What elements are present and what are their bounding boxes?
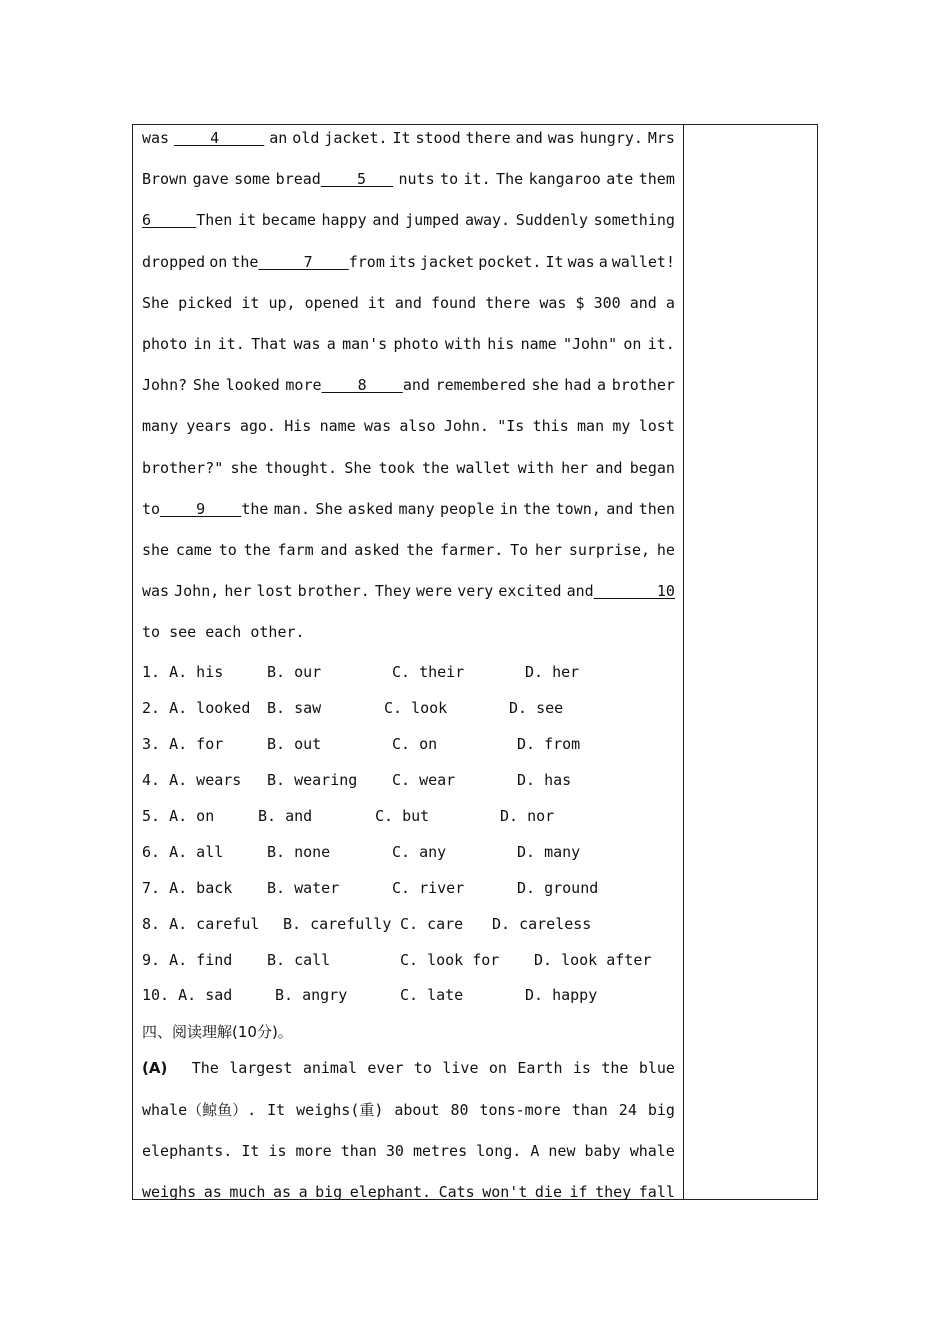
word: 6 Then [142,211,233,230]
word: on [623,334,642,353]
word: His [284,417,312,436]
word: he [656,540,675,559]
word: it. [463,170,491,189]
word: man. [273,499,310,518]
cloze-passage [142,124,675,618]
word: years [186,417,232,436]
word: is [268,1141,287,1160]
option-choice: B. saw [267,699,322,718]
word: there [485,293,531,312]
word: with [444,334,481,353]
reading-line [142,1137,675,1178]
option-row [142,839,675,875]
reading-line [142,1096,675,1137]
word: her [224,582,252,601]
word: lost [638,417,675,436]
word: farm [277,540,314,559]
word: then [638,499,675,518]
word: the 7 from [231,252,385,271]
word: to [218,540,237,559]
word: gave [192,170,229,189]
word: To [510,540,529,559]
word: dropped [142,252,206,271]
word: his [487,334,515,353]
word: asked [354,540,400,559]
passage-line [142,495,675,536]
word: there [465,129,511,147]
option-choice: 4. A. wears [142,771,242,790]
option-choice: 2. A. looked [142,699,251,718]
word: Brown [142,170,188,189]
option-choice: 8. A. careful [142,914,260,933]
word: an [269,129,288,147]
word: $ [575,293,585,312]
word: photo [142,334,188,353]
word: excited [498,582,562,601]
passage-tag: (A) [142,1059,168,1078]
word: were [416,582,453,601]
word: lost [256,582,293,601]
word: with [517,458,554,477]
word: and [372,211,400,230]
word: "Is [497,417,525,436]
option-choice: 7. A. back [142,878,233,897]
word: She [192,376,220,395]
word: metres [412,1141,468,1160]
word: remembered [435,376,526,395]
word: She [344,458,372,477]
passage-line [142,248,675,289]
word: wallet! [611,252,675,271]
word: the [243,540,271,559]
word: had [564,376,592,395]
option-choice: D. her [525,663,580,682]
word: happy [321,211,367,230]
option-choice: B. call [267,950,331,969]
answer-blank: 7 [258,252,349,271]
word: found [431,293,477,312]
word: took [378,458,415,477]
word: ago. [239,417,276,436]
word: and [606,499,634,518]
word: largest [229,1059,293,1078]
word: blue [638,1059,675,1078]
option-choice: C. wear [392,771,456,790]
word: was [567,252,595,271]
word: if [569,1182,588,1201]
word: big [647,1100,675,1119]
word: jacket. [324,129,388,147]
word: the [601,1059,629,1078]
option-row [142,982,675,1018]
word: It [392,129,411,147]
word: Cats [438,1182,475,1201]
word: it [237,211,257,230]
word: looked [225,376,280,395]
word: this [532,417,569,436]
word: was [142,129,170,147]
word: The [191,1059,219,1078]
word: than [571,1100,608,1119]
word: whale [629,1141,675,1160]
word: It [267,1100,286,1119]
word: the [422,458,450,477]
option-choice: 10. A. sad [142,986,233,1005]
word: it. [217,334,245,353]
passage-line [142,206,675,247]
passage-line [142,371,675,412]
option-choice: B. angry [275,986,348,1005]
option-row [142,695,675,731]
option-choice: D. look after [534,950,652,969]
option-row [142,803,675,839]
word: away. [464,211,511,230]
word: brother?" [142,458,224,477]
answer-blank: 6 [142,211,197,230]
word: very [457,582,494,601]
section-heading: 四、阅读理解(10分)。 [142,1023,293,1042]
word: big [315,1182,343,1201]
word: man [577,417,605,436]
word: the [523,499,551,518]
word: a [326,334,336,353]
word: in [499,499,518,518]
word: live [442,1059,479,1078]
word: 24 [618,1100,637,1119]
option-choice: D. happy [525,986,598,1005]
reading-passage [142,1054,675,1219]
word: she [142,540,170,559]
word: name [319,417,356,436]
option-choice: B. wearing [267,771,358,790]
word: farmer. [440,540,504,559]
word: That [251,334,288,353]
option-choice: C. their [392,663,465,682]
word: was [364,417,392,436]
word: tons-more [479,1100,561,1119]
word: She [142,293,170,312]
column-divider [683,124,684,1200]
word: long. [476,1141,522,1160]
option-row [142,731,675,767]
option-choice: D. has [517,771,572,790]
word: Mrs [647,129,675,147]
option-choice: 9. A. find [142,950,233,969]
word: asked [347,499,394,518]
word: as [203,1182,222,1201]
word: a [597,376,607,395]
word: a [665,293,675,312]
word: it [241,293,260,312]
word: to 9 the [142,499,269,518]
option-row [142,947,675,983]
word: jacket [420,252,475,271]
answer-blank: 5 [320,170,394,189]
answer-blank: 9 [160,499,242,518]
word: and [629,293,657,312]
word: animal [302,1059,357,1078]
word: name [520,334,557,353]
option-choice: C. late [400,986,464,1005]
word: elephant. [349,1182,432,1201]
option-choice: D. from [517,735,581,754]
word: photo [393,334,439,353]
word: to [440,170,459,189]
word: elephants. [142,1141,233,1160]
word: whale（鲸鱼）. [142,1100,257,1119]
option-choice: D. careless [492,914,592,933]
word: many [142,417,179,436]
word: and 10 [566,582,675,601]
word: also [399,417,436,436]
option-choice: B. our [267,663,322,682]
word: about [394,1100,440,1119]
passage-line [142,454,675,495]
word: Earth [517,1059,563,1078]
option-row [142,659,675,695]
answer-blank: 8 [321,376,403,395]
word: old [292,129,320,147]
word: town, [555,499,601,518]
word: the [406,540,434,559]
word: more 8 and [285,376,430,395]
word: She [315,499,343,518]
option-row [142,875,675,911]
word: more [295,1141,332,1160]
word: die [534,1182,562,1201]
option-choice: B. none [267,842,331,861]
word: weighs [142,1182,197,1201]
word: ever [367,1059,404,1078]
word: and [320,540,348,559]
word: was [142,582,170,601]
word: weighs(重) [296,1100,384,1119]
option-choice: C. any [392,842,447,861]
word: John. [443,417,489,436]
word: baby [584,1141,621,1160]
passage-line: to see each other. [142,623,305,642]
word: and [515,129,543,147]
word: my [612,417,631,436]
word: and [595,458,623,477]
word: it. [647,334,675,353]
word: fall [638,1182,675,1201]
word: 30 [385,1141,404,1160]
word: began [629,458,675,477]
word: she [531,376,559,395]
worksheet-content [142,124,675,1219]
word: to [413,1059,432,1078]
word: new [548,1141,576,1160]
word: It [241,1141,260,1160]
option-choice: B. carefully [283,914,392,933]
option-choice: 6. A. all [142,842,224,861]
word: a [298,1182,308,1201]
word: "John" [562,334,618,353]
option-list [142,659,675,1018]
word: its [388,252,416,271]
word: up, [268,293,296,312]
word: kangaroo [528,170,601,189]
answer-blank: 4 [174,129,265,147]
word: was [547,129,575,147]
passage-line [142,577,675,618]
passage-line [142,536,675,577]
word: on [209,252,228,271]
word [174,124,264,165]
option-choice: B. and [258,807,313,825]
word: ate [606,170,634,189]
word: than [340,1141,377,1160]
passage-line [142,165,675,206]
word: many [398,499,435,518]
option-choice: D. many [517,842,581,861]
passage-line [142,412,675,453]
word: much [229,1182,266,1201]
word: man's [342,334,388,353]
option-row [142,767,675,803]
word: a [598,252,608,271]
reading-line [142,1054,675,1095]
word: A [530,1141,540,1160]
option-choice: 5. A. on [142,807,215,825]
word: came [175,540,212,559]
option-row [142,911,675,947]
word: is [572,1059,591,1078]
word: it [367,293,386,312]
word: some [234,170,271,189]
option-choice: C. river [392,878,465,897]
option-choice: B. out [267,735,322,754]
option-choice: C. on [392,735,438,754]
reading-line [142,1178,675,1219]
word: thought. [264,458,338,477]
word: in [193,334,212,353]
word: picked [178,293,233,312]
word: hungry. [579,129,643,147]
option-choice: D. see [509,699,564,718]
option-choice: C. look [384,699,448,718]
word: her [534,540,563,559]
word: surprise, [568,540,651,559]
answer-blank: 10 [593,582,675,601]
option-choice: B. water [267,878,340,897]
word: It [545,252,564,271]
word: John? [142,376,188,395]
option-choice: D. ground [517,878,599,897]
passage-line [142,289,675,330]
word: 300 [593,293,621,312]
word: brother. [297,582,370,601]
word: pocket. [478,252,542,271]
word: bread 5 [275,170,394,189]
word: became [261,211,316,230]
word: and [394,293,422,312]
word: John, [174,582,220,601]
word: nuts [398,170,435,189]
word: her [561,458,589,477]
word: won't [482,1182,528,1201]
word: she [230,458,258,477]
word: was [293,334,321,353]
word: people [440,499,495,518]
word: something [593,211,675,230]
word: them [638,170,675,189]
word: The [496,170,524,189]
word: Suddenly [515,211,588,230]
word: brother [611,376,675,395]
word: They [374,582,411,601]
option-choice: D. nor [500,807,555,825]
word: jumped [405,211,460,230]
word: on [488,1059,507,1078]
word: 80 [450,1100,469,1119]
passage-line [142,124,675,165]
option-choice: 3. A. for [142,735,224,754]
option-choice: C. but [375,807,430,825]
word: they [595,1182,632,1201]
passage-line [142,330,675,371]
option-choice: C. look for [400,950,500,969]
option-choice: 1. A. his [142,663,224,682]
word: as [272,1182,292,1201]
word: was [539,293,567,312]
option-choice: C. care [400,914,464,933]
word: wallet [456,458,511,477]
word: opened [304,293,359,312]
word: stood [415,129,461,147]
